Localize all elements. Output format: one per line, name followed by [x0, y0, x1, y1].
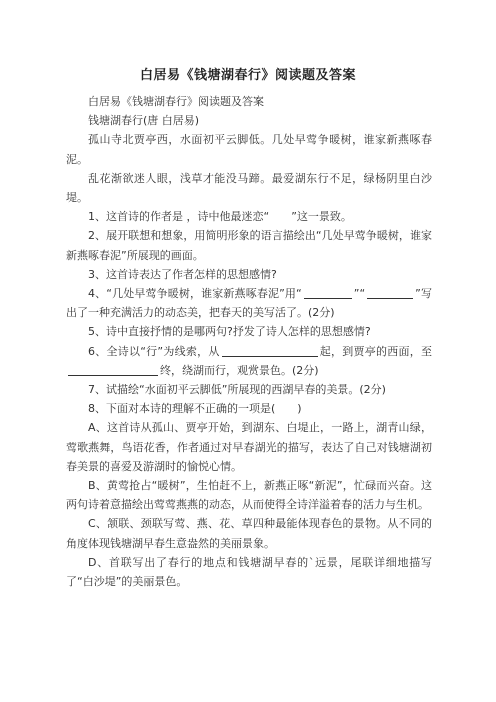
poem-stanza-2: 乱花渐欲迷人眼，浅草才能没马蹄。最爱湖东行不足，绿杨阴里白沙堤。 [66, 171, 432, 205]
question-4-part-c: ”写出了一种充满活力的动态美，把春天的美写活了。(2分) [66, 287, 433, 320]
option-b: B、黄莺抢占“暖树”，生怕赶不上，新燕正啄“新泥”，忙碌而兴奋。这两句诗着意描绘出莺莺燕燕的动态，从而使得全诗洋溢着春的活力与生机。 [66, 479, 432, 512]
option-d: D、首联写出了春行的地点和钱塘湖早春的`远景，尾联详细地描写了“白沙堤”的美丽景色。 [66, 555, 432, 589]
question-1: 1、这首诗的作者是 ，诗中他最迷恋“ ”这一景致。 [88, 210, 352, 224]
question-3: 3、这首诗表达了作者怎样的思想感情? [88, 267, 277, 281]
question-4-part-b: ”“ [353, 287, 366, 301]
question-4-part-a: 4、“几处早莺争暖树，谁家新燕啄春泥”用“ [88, 287, 302, 301]
option-a: A、这首诗从孤山、贾亭开始，到湖东、白堤止，一路上，湖青山绿，莺歌燕舞，鸟语花香，作者通过对早春湖光的描写，表达了自己对钱塘湖初春美景的喜爱及游湖时的愉悦心情。 [66, 421, 432, 473]
answer-blank [222, 344, 318, 357]
option-c: C、颔联、颈联写莺、燕、花、草四种最能体现春色的景物。从不同的角度体现钱塘湖早春生意盎然的美丽景象。 [66, 517, 432, 550]
document-title: 白居易《钱塘湖春行》阅读题及答案 [139, 68, 356, 83]
question-5: 5、诗中直接抒情的是哪两句?抒发了诗人怎样的思想感情? [88, 325, 371, 339]
question-8: 8、下面对本诗的理解不正确的一项是( ) [88, 402, 302, 416]
document-body [66, 92, 432, 591]
poem-stanza-1: 孤山寺北贾亭西，水面初平云脚低。几处早莺争暖树，谁家新燕啄春泥。 [66, 133, 432, 166]
question-6-part-a: 6、全诗以“行”为线索，从 [88, 344, 220, 358]
question-7: 7、试描绘“水面初平云脚低”所展现的西湖早春的美景。(2分) [88, 383, 386, 397]
poem-title: 钱塘湖春行(唐 白居易) [88, 114, 200, 128]
question-4 [66, 284, 432, 322]
question-2: 2、展开联想和想象，用简明形象的语言描绘出“几处早莺争暖树，谁家新燕啄春泥”所展现的画面。 [66, 229, 432, 262]
answer-blank [304, 286, 352, 299]
answer-blank [367, 286, 413, 299]
paragraph-heading: 白居易《钱塘湖春行》阅读题及答案 [88, 95, 264, 108]
question-6 [66, 342, 432, 380]
answer-blank [68, 363, 158, 376]
question-6-part-c: 终，绕湖而行，观赏景色。(2分) [160, 363, 319, 377]
question-6-part-b: 起，到贾亭的西面，至 [319, 344, 432, 358]
